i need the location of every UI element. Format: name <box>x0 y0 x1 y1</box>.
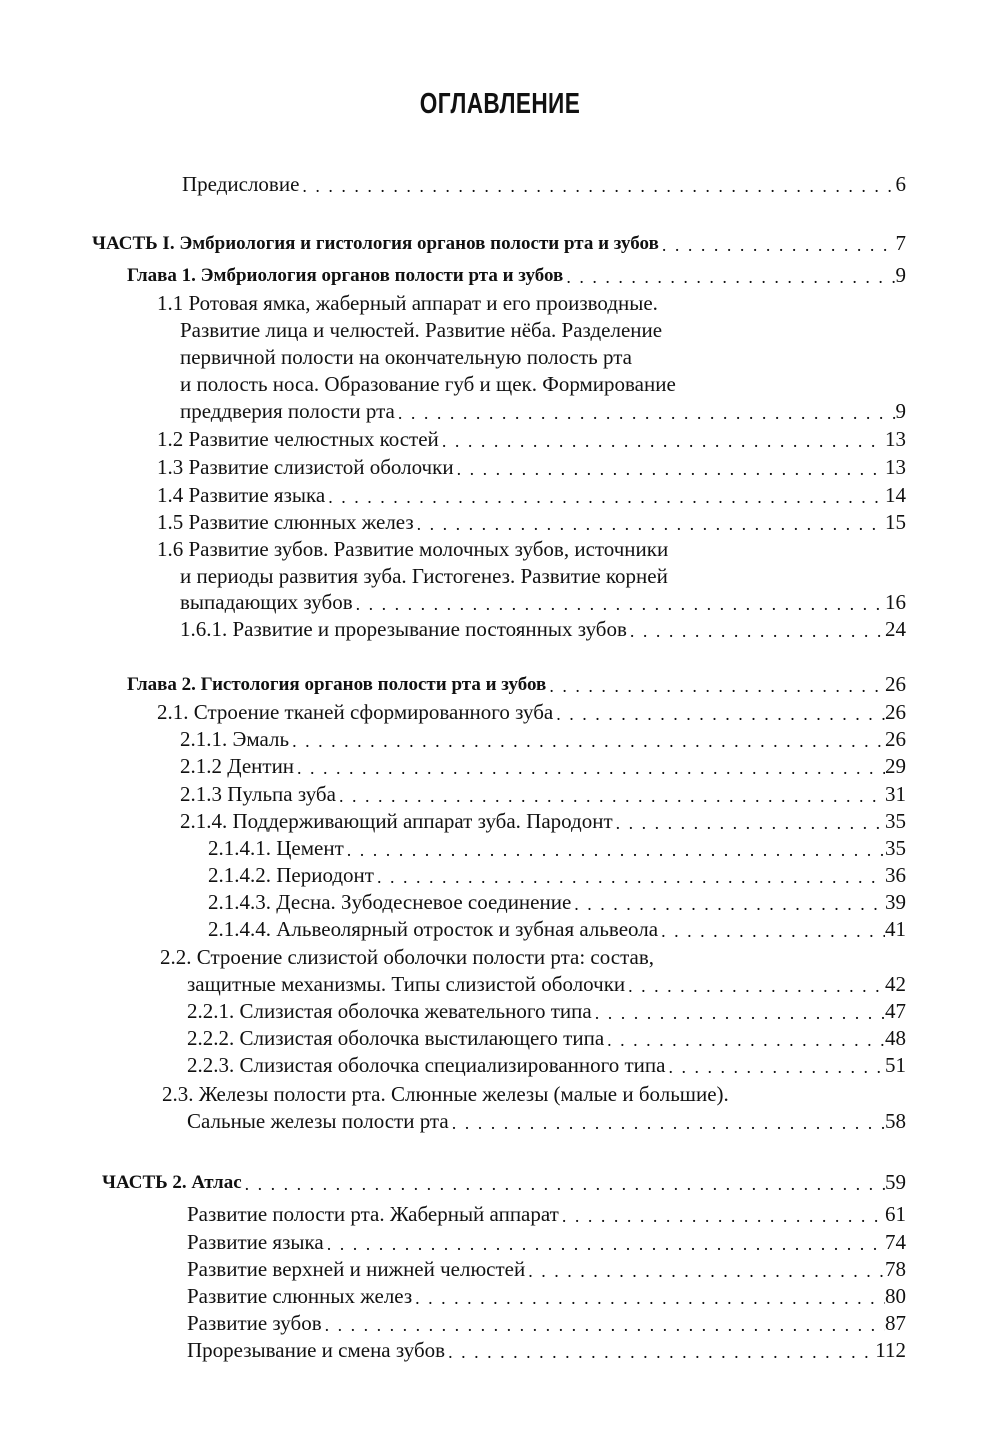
toc-entry-page: 14 <box>885 483 906 507</box>
toc-entry-title: 1.3 Развитие слизистой оболочки <box>157 455 454 479</box>
toc-entry-1-1[interactable] <box>180 398 906 425</box>
toc-entry-title: Развитие слюнных желез <box>187 1284 413 1308</box>
toc-entry-page: 26 <box>885 727 906 751</box>
toc-entry-title: защитные механизмы. Типы слизистой оболочки <box>187 972 626 996</box>
toc-entry-page: 42 <box>885 972 906 996</box>
leader-dots <box>344 839 885 862</box>
toc-entry-atlas[interactable] <box>187 1229 906 1256</box>
toc-entry-title: Сальные железы полости рта <box>187 1109 449 1133</box>
toc-entry-2-1-2[interactable] <box>180 753 906 780</box>
toc-entry-1-3[interactable] <box>157 454 906 481</box>
toc-entry-page: 7 <box>895 231 906 255</box>
toc-entry-title: Развитие верхней и нижней челюстей <box>187 1257 526 1281</box>
toc-entry-page: 36 <box>885 863 906 887</box>
leader-dots <box>659 234 896 257</box>
toc-entry-2-3[interactable] <box>187 1108 906 1135</box>
leader-dots <box>592 1002 885 1025</box>
toc-entry-2-1-4-3[interactable] <box>208 889 906 916</box>
leader-dots <box>449 1112 885 1135</box>
toc-entry-1-1-line[interactable]: и полость носа. Образование губ и щек. Формирование <box>180 372 676 396</box>
toc-entry-page: 87 <box>885 1311 906 1335</box>
toc-entry-page: 59 <box>885 1170 906 1194</box>
leader-dots <box>553 703 885 726</box>
toc-entry-atlas[interactable] <box>187 1256 906 1283</box>
leader-dots <box>294 757 885 780</box>
toc-entry-title: 1.2 Развитие челюстных костей <box>157 427 439 451</box>
toc-entry-preface[interactable] <box>182 171 906 198</box>
toc-entry-page: 80 <box>885 1284 906 1308</box>
leader-dots <box>322 1314 885 1337</box>
leader-dots <box>414 513 885 536</box>
toc-entry-page: 112 <box>875 1338 906 1362</box>
toc-entry-title: Развитие зубов <box>187 1311 322 1335</box>
toc-entry-1-4[interactable] <box>157 482 906 509</box>
toc-entry-1-2[interactable] <box>157 426 906 453</box>
toc-entry-title: Глава 1. Эмбриология органов полости рта и зубов <box>127 265 564 286</box>
leader-dots <box>439 430 885 453</box>
toc-entry-2-1-3[interactable] <box>180 781 906 808</box>
leader-dots <box>336 785 885 808</box>
toc-entry-page: 47 <box>885 999 906 1023</box>
toc-entry-page: 61 <box>885 1202 906 1226</box>
leader-dots <box>658 920 885 943</box>
leader-dots <box>559 1205 885 1228</box>
toc-entry-page: 15 <box>885 510 906 534</box>
toc-entry-title: 2.1.4.4. Альвеолярный отросток и зубная альвеола <box>208 917 659 941</box>
toc-entry-2-1-4-2[interactable] <box>208 862 906 889</box>
toc-entry-2-1-4-4[interactable] <box>208 916 906 943</box>
leader-dots <box>604 1029 885 1052</box>
toc-entry-title: 1.4 Развитие языка <box>157 483 326 507</box>
toc-entry-title: 2.1.4. Поддерживающий аппарат зуба. Пародонт <box>180 809 613 833</box>
toc-entry-page: 26 <box>885 700 906 724</box>
toc-entry-1-1-line[interactable]: первичной полости на окончательную полость рта <box>180 345 632 369</box>
toc-entry-2-1[interactable] <box>157 699 906 726</box>
toc-entry-2-1-4-1[interactable] <box>208 835 906 862</box>
toc-entry-1-6-1[interactable] <box>180 616 906 643</box>
toc-entry-2-2-1[interactable] <box>187 998 906 1025</box>
toc-entry-page: 58 <box>885 1109 906 1133</box>
toc-entry-2-2-2[interactable] <box>187 1025 906 1052</box>
toc-entry-title: 2.1.4.1. Цемент <box>208 836 344 860</box>
toc-entry-page: 35 <box>885 809 906 833</box>
toc-entry-page: 39 <box>885 890 906 914</box>
toc-entry-title: 2.2.2. Слизистая оболочка выстилающего типа <box>187 1026 605 1050</box>
leader-dots <box>325 486 885 509</box>
toc-entry-title: 1.6.1. Развитие и прорезывание постоянных зубов <box>180 617 627 641</box>
toc-entry-2-1-1[interactable] <box>180 726 906 753</box>
toc-entry-page: 78 <box>885 1257 906 1281</box>
toc-entry-title: Развитие языка <box>187 1230 324 1254</box>
toc-entry-title: преддверия полости рта <box>180 399 395 423</box>
toc-entry-page: 48 <box>885 1026 906 1050</box>
leader-dots <box>353 593 885 616</box>
leader-dots <box>665 1056 885 1079</box>
page-title: ОГЛАВЛЕНИЕ <box>419 88 581 120</box>
leader-dots <box>563 266 895 289</box>
leader-dots <box>445 1341 875 1364</box>
leader-dots <box>395 402 896 425</box>
leader-dots <box>525 1260 885 1283</box>
toc-entry-atlas[interactable] <box>187 1201 906 1228</box>
toc-entry-part1[interactable] <box>92 230 906 257</box>
toc-entry-2-2-line[interactable]: 2.2. Строение слизистой оболочки полости рта: состав, <box>160 945 655 969</box>
toc-entry-1-6-line[interactable]: 1.6 Развитие зубов. Развитие молочных зубов, источники <box>157 537 669 561</box>
toc-entry-page: 6 <box>895 172 906 196</box>
toc-entry-title: Предисловие <box>182 172 300 196</box>
leader-dots <box>613 812 885 835</box>
toc-entry-1-1-line[interactable]: Развитие лица и челюстей. Развитие нёба. Разделение <box>180 318 663 342</box>
toc-entry-page: 29 <box>885 754 906 778</box>
leader-dots <box>324 1233 885 1256</box>
toc-entry-atlas[interactable] <box>187 1283 906 1310</box>
toc-entry-page: 26 <box>885 672 906 696</box>
toc-entry-atlas[interactable] <box>187 1310 906 1337</box>
leader-dots <box>242 1173 885 1196</box>
toc-entry-title: 2.1. Строение тканей сформированного зуба <box>157 700 554 724</box>
leader-dots <box>412 1287 885 1310</box>
toc-entry-title: ЧАСТЬ I. Эмбриология и гистология органов полости рта и зубов <box>92 233 659 254</box>
toc-entry-page: 24 <box>885 617 906 641</box>
toc-entry-2-2-3[interactable] <box>187 1052 906 1079</box>
toc-entry-page: 41 <box>885 917 906 941</box>
toc-entry-title: Прорезывание и смена зубов <box>187 1338 446 1362</box>
leader-dots <box>454 458 885 481</box>
toc-entry-title: 2.1.3 Пульпа зуба <box>180 782 336 806</box>
leader-dots <box>625 975 885 998</box>
leader-dots <box>571 893 885 916</box>
toc-entry-page: 51 <box>885 1053 906 1077</box>
toc-entry-page: 35 <box>885 836 906 860</box>
leader-dots <box>546 675 885 698</box>
leader-dots <box>374 866 885 889</box>
toc-entry-2-3-line[interactable]: 2.3. Железы полости рта. Слюнные железы (малые и большие). <box>162 1082 729 1106</box>
toc-entry-page: 31 <box>885 782 906 806</box>
toc-entry-chapter2[interactable] <box>127 671 906 698</box>
leader-dots <box>627 620 885 643</box>
toc-entry-page: 16 <box>885 590 906 614</box>
toc-entry-2-1-4[interactable] <box>180 808 906 835</box>
toc-entry-page: 74 <box>885 1230 906 1254</box>
toc-entry-title: 2.1.2 Дентин <box>180 754 295 778</box>
toc-entry-title: 2.1.1. Эмаль <box>180 727 290 751</box>
toc-entry-title: ЧАСТЬ 2. Атлас <box>102 1172 242 1193</box>
toc-entry-1-6[interactable] <box>180 589 906 616</box>
toc-entry-page: 9 <box>895 399 906 423</box>
toc-entry-title: 2.2.1. Слизистая оболочка жевательного типа <box>187 999 592 1023</box>
toc-entry-page: 13 <box>885 427 906 451</box>
toc-entry-title: 1.5 Развитие слюнных желез <box>157 510 414 534</box>
leader-dots <box>289 730 885 753</box>
toc-entry-part2[interactable] <box>102 1169 906 1196</box>
toc-entry-title: Развитие полости рта. Жаберный аппарат <box>187 1202 559 1226</box>
toc-entry-title: Глава 2. Гистология органов полости рта и зубов <box>127 674 547 695</box>
toc-entry-chapter1[interactable] <box>127 262 906 289</box>
toc-entry-page: 13 <box>885 455 906 479</box>
toc-entry-title: выпадающих зубов <box>180 590 353 614</box>
toc-entry-title: 2.1.4.3. Десна. Зубодесневое соединение <box>208 890 572 914</box>
toc-entry-atlas[interactable] <box>187 1337 906 1364</box>
toc-entry-title: 2.2.3. Слизистая оболочка специализированного типа <box>187 1053 666 1077</box>
leader-dots <box>299 175 895 198</box>
toc-entry-2-2[interactable] <box>187 971 906 998</box>
toc-entry-page: 9 <box>895 263 906 287</box>
toc-entry-1-1-line[interactable]: 1.1 Ротовая ямка, жаберный аппарат и его производные. <box>157 291 658 315</box>
toc-entry-1-6-line[interactable]: и периоды развития зуба. Гистогенез. Развитие корней <box>180 564 668 588</box>
toc-entry-1-5[interactable] <box>157 509 906 536</box>
toc-entry-title: 2.1.4.2. Периодонт <box>208 863 374 887</box>
